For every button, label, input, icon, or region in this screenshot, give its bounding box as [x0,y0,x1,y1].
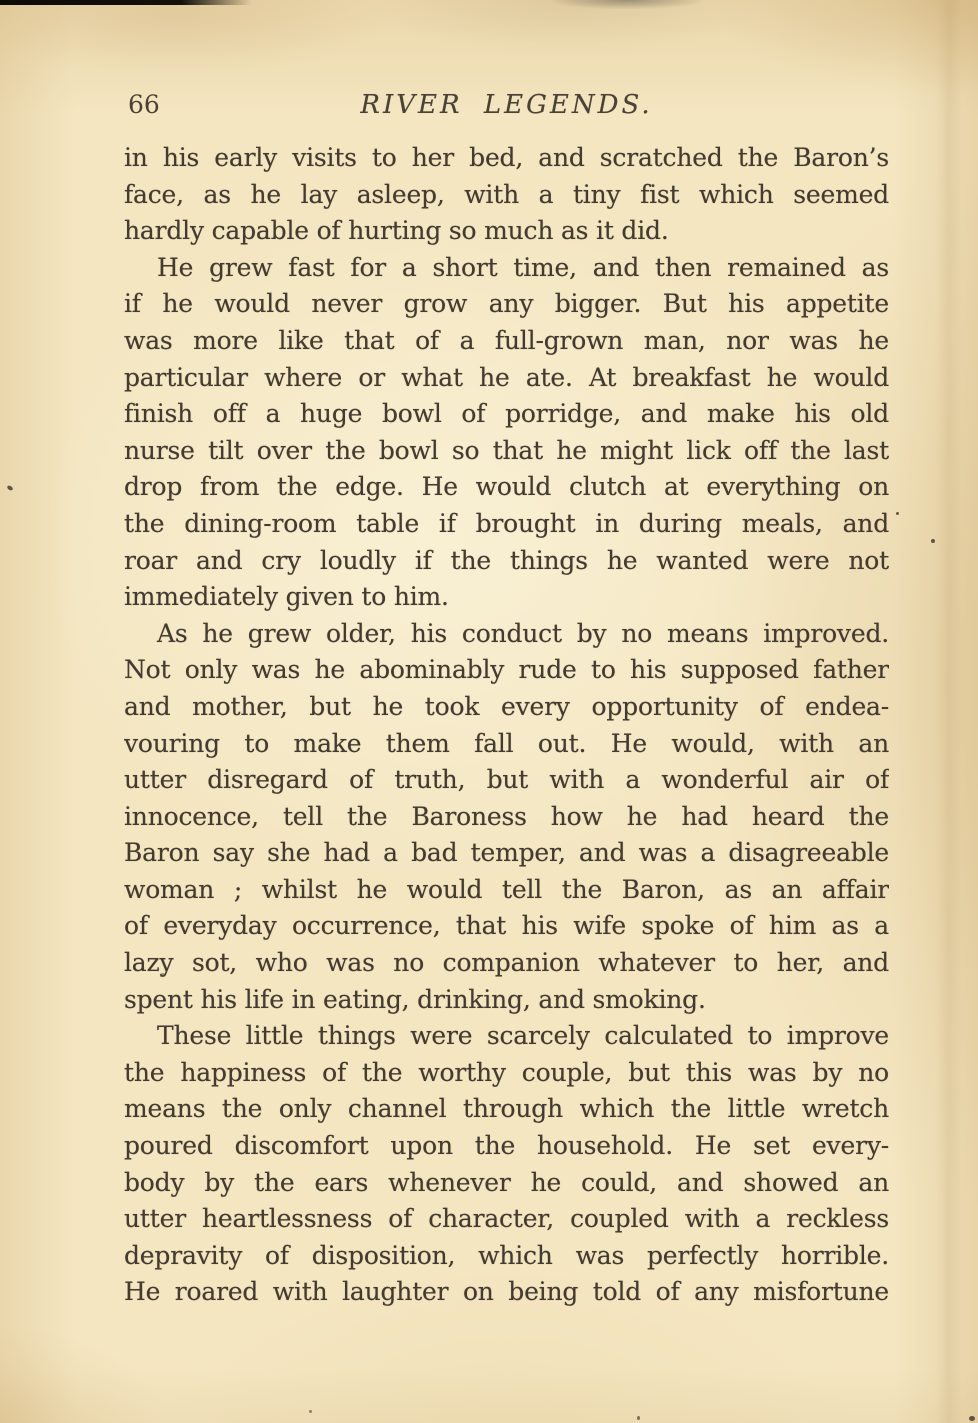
text-line: drop from the edge. He would clutch at everything on [124,472,889,502]
paper-speck [6,485,13,492]
text-line: Baron say she had a bad temper, and was a disagreeable [124,838,889,868]
text-line: finish off a huge bowl of porridge, and make his old [124,399,889,429]
text-line: utter heartlessness of character, coupled with a reckless [124,1204,889,1234]
text-line: roar and cry loudly if the things he wanted were not [124,545,889,575]
text-line: means the only channel through which the little wretch [124,1094,889,1124]
paper-speck [309,1410,312,1413]
text-line: poured discomfort upon the household. He set every- [124,1131,889,1161]
text-line: immediately given to him. [124,582,449,612]
running-head [124,90,889,122]
paper-speck [931,539,935,543]
paper-smudge [552,0,702,9]
text-line: in his early visits to her bed, and scratched the Baron’s [124,143,889,172]
running-title: RIVER LEGENDS. [360,90,653,120]
text-line: nurse tilt over the bowl so that he might lick off the last [124,435,889,465]
text-line: woman ; whilst he would tell the Baron, as an affair [124,874,889,904]
text-line: vouring to make them fall out. He would, with an [124,728,889,758]
paper-speck [896,512,899,515]
text-line: Not only was he abominably rude to his supposed father [124,655,889,685]
text-line: utter disregard of truth, but with a wonderful air of [124,765,889,795]
paper-crease [936,0,962,1423]
paper-speck [969,1416,975,1421]
text-line: body by the ears whenever he could, and showed an [124,1167,889,1197]
text-line: particular where or what he ate. At breakfast he would [124,362,889,392]
text-line: hardly capable of hurting so much as it did. [124,216,669,246]
text-line: and mother, but he took every opportunity of endea- [124,691,889,721]
text-line: He grew fast for a short time, and then remained as [157,252,889,282]
scan-edge-mark [0,0,252,5]
text-line: of everyday occurrence, that his wife spoke of him as a [124,911,889,941]
text-line: He roared with laughter on being told of any misfortune [124,1277,889,1307]
text-line: the dining-room table if brought in during meals, and [124,508,889,538]
text-line: These little things were scarcely calculated to improve [157,1021,889,1051]
text-line: As he grew older, his conduct by no means improved. [157,618,889,648]
text-line: if he would never grow any bigger. But his appetite [124,289,889,319]
text-line: was more like that of a full-grown man, nor was he [124,325,889,355]
page-body [124,140,889,1311]
text-line: innocence, tell the Baroness how he had heard the [124,801,889,831]
text-line: lazy sot, who was no companion whatever to her, and [124,948,889,978]
text-line: face, as he lay asleep, with a tiny fist which seemed [124,179,889,209]
text-line: the happiness of the worthy couple, but this was by no [124,1057,889,1087]
paper-speck [637,1416,640,1420]
text-line: depravity of disposition, which was perfectly horrible. [124,1240,889,1270]
text-line: spent his life in eating, drinking, and smoking. [124,984,706,1014]
page-number: 66 [128,90,160,119]
